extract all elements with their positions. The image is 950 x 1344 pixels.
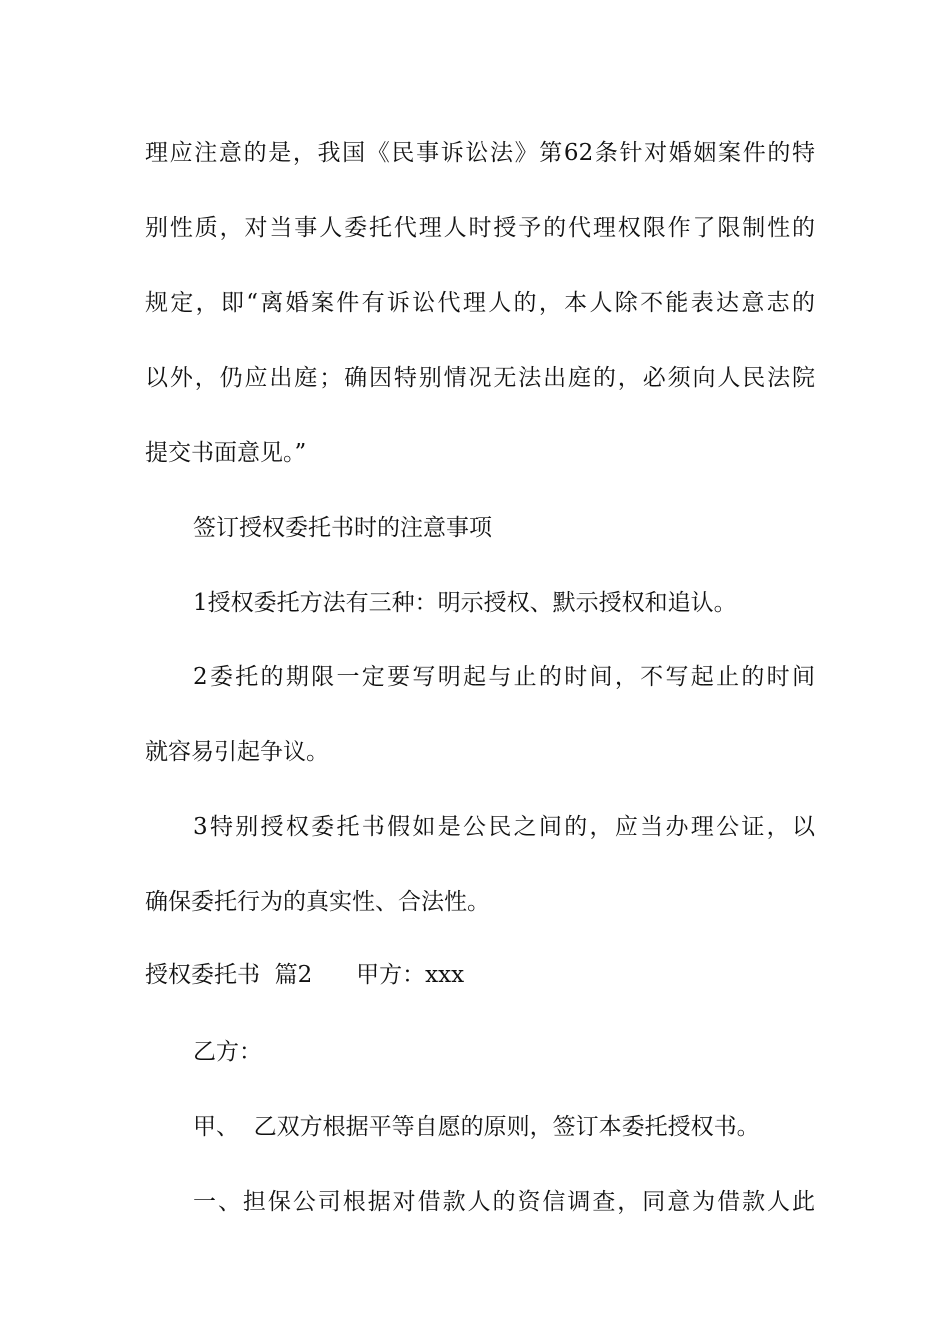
party-b-line: 乙方： [193, 1039, 262, 1065]
paragraph-line: 理应注意的是，我国《民事诉讼法》第62条针对婚姻案件的特 [145, 140, 815, 166]
paragraph-line: 别性质，对当事人委托代理人时授予的代理权限作了限制性的 [145, 215, 815, 241]
list-item: 1授权委托方法有三种：明示授权、默示授权和追认。 [193, 590, 737, 616]
paragraph-line: 提交书面意见。” [145, 440, 307, 466]
paragraph-line: 规定，即“离婚案件有诉讼代理人的，本人除不能表达意志的 [145, 290, 815, 316]
paragraph-line: 一、担保公司根据对借款人的资信调查，同意为借款人此 [193, 1189, 815, 1215]
section-heading: 签订授权委托书时的注意事项 [193, 515, 492, 541]
paragraph-line: 就容易引起争议。 [145, 739, 329, 765]
document-title-line: 授权委托书 篇2 甲方：xxx [145, 962, 465, 988]
paragraph-line: 确保委托行为的真实性、合法性。 [145, 889, 490, 915]
paragraph-line: 以外，仍应出庭；确因特别情况无法出庭的，必须向人民法院 [145, 365, 815, 391]
list-item: 3特别授权委托书假如是公民之间的，应当办理公证，以 [193, 814, 815, 840]
list-item: 2委托的期限一定要写明起与止的时间，不写起止的时间 [193, 664, 815, 690]
paragraph-line: 甲、 乙双方根据平等自愿的原则，签订本委托授权书。 [193, 1114, 760, 1140]
